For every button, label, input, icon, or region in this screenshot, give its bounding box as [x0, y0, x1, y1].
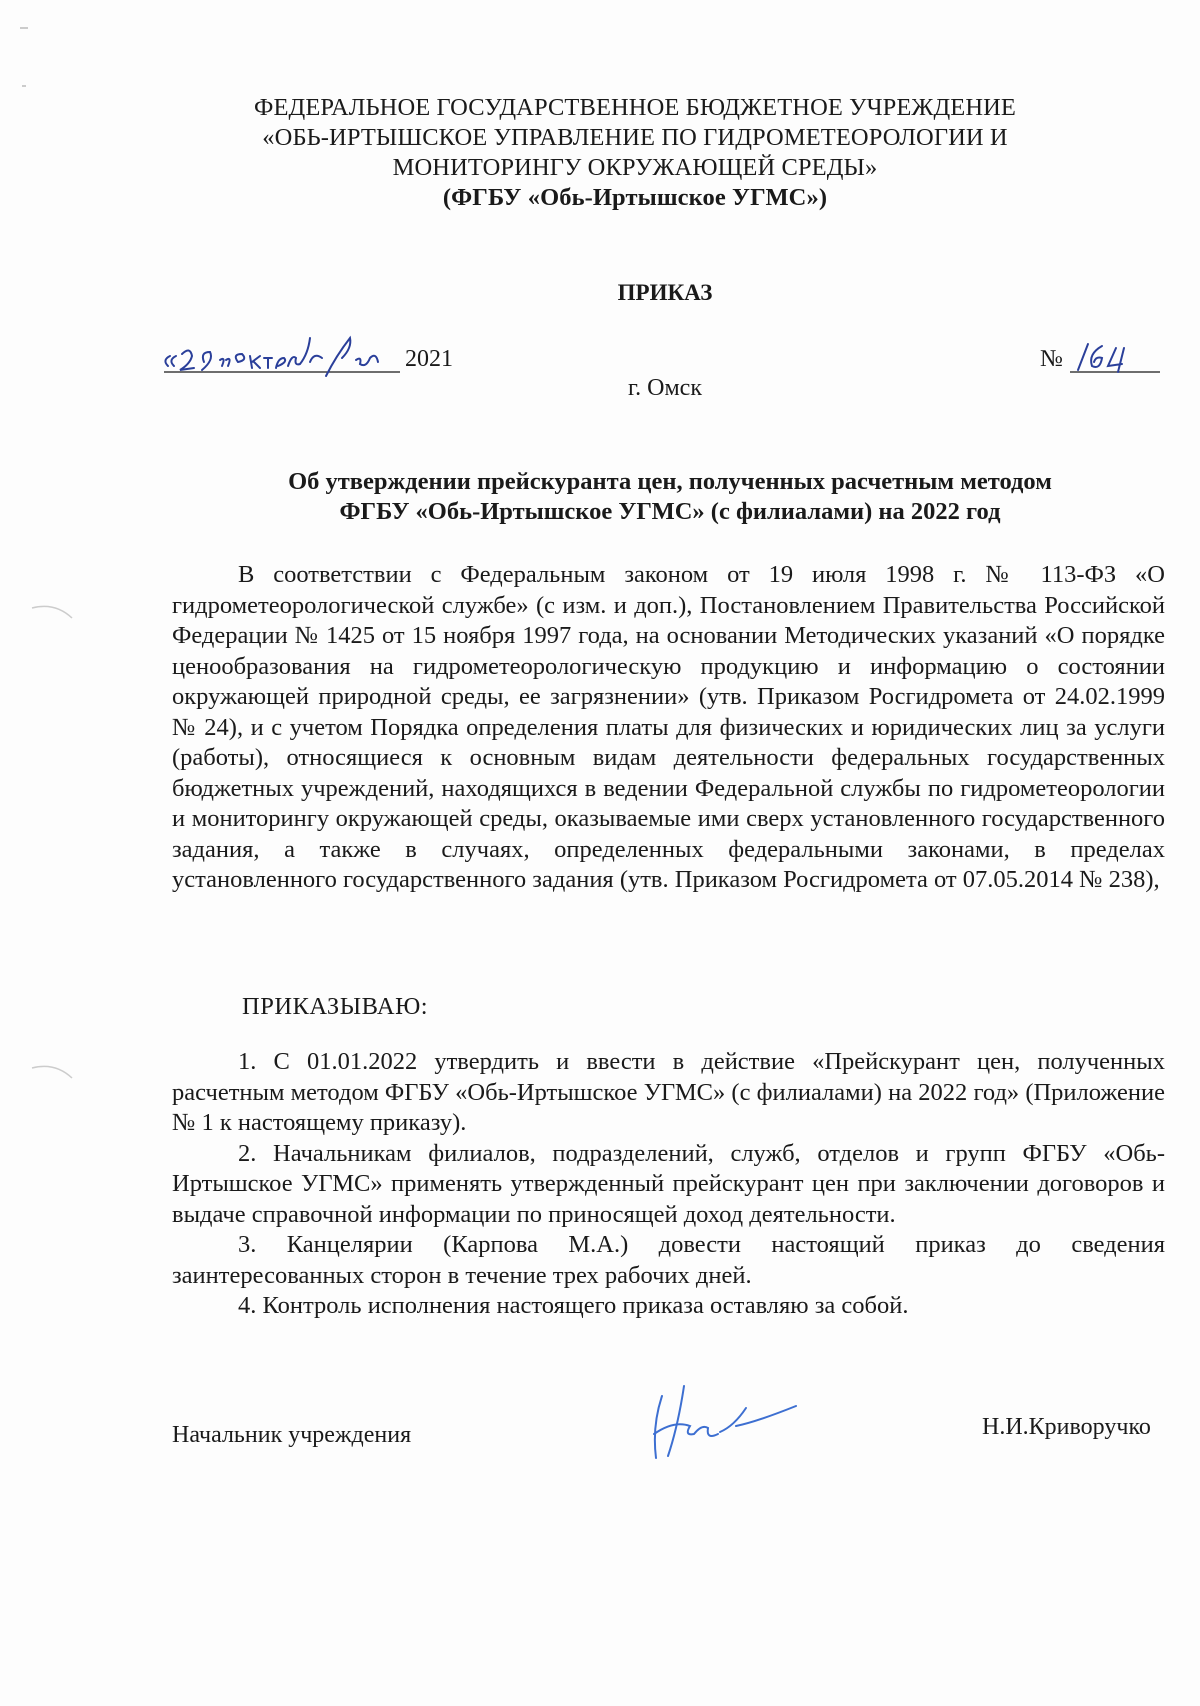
date-year: 2021 [405, 346, 453, 372]
order-subject [200, 467, 1140, 527]
signatory-position: Начальник учреждения [172, 1422, 412, 1448]
punch-hole-mark [30, 600, 75, 630]
preamble-paragraph: В соответствии с Федеральным законом от 19 июля 1998 г. № 113-ФЗ «О гидрометеорологической службе» (с изм. и доп.), Постановлением Правительства Российской Федерации № 1425 от 15 ноября 1997 года, на основании Методических указаний «О порядке ценообразования на гидрометеорологическую продукцию и информацию о состоянии окружающей природной среды, ее загрязнении» (утв. Приказом Росгидромета от 24.02.1999 № 24), и с учетом Порядка определения платы для физических и юридических лиц за услуги (работы), относящиеся к основным видам деятельности федеральных государственных бюджетных учреждений, находящихся в ведении Федеральной службы по гидрометеорологии и мониторингу окружающей среды, оказываемые ими сверх установленного государственного задания, а также в случаях, определенных федеральными законами, в пределах установленного государственного задания (утв. Приказом Росгидромета от 07.05.2014 № 238), [172, 561, 1165, 893]
order-item: 1. С 01.01.2022 утвердить и ввести в действие «Прейскурант цен, полученных расчетным методом ФГБУ «Обь-Иртышское УГМС» (с филиалами) на 2022 год» (Приложение № 1 к настоящему приказу). [172, 1048, 1165, 1136]
number-sign: № [1040, 346, 1063, 372]
header-line: ФЕДЕРАЛЬНОЕ ГОСУДАРСТВЕННОЕ БЮДЖЕТНОЕ УЧРЕЖДЕНИЕ [253, 94, 1016, 121]
order-item: 3. Канцелярии (Карпова М.А.) довести настоящий приказ до сведения заинтересованных сторон в течение трех рабочих дней. [172, 1231, 1165, 1289]
signatory-name: Н.И.Криворучко [982, 1414, 1151, 1440]
scan-mark [18, 20, 38, 100]
city: г. Омск [628, 375, 702, 401]
header-line: МОНИТОРИНГУ ОКРУЖАЮЩЕЙ СРЕДЫ» [392, 154, 878, 181]
order-word: ПРИКАЗЫВАЮ: [242, 993, 429, 1020]
organization-header [170, 93, 1100, 213]
order-item: 4. Контроль исполнения настоящего приказа оставляю за собой. [238, 1292, 909, 1319]
organization-abbreviation: (ФГБУ «Обь-Иртышское УГМС») [442, 184, 828, 211]
header-line: «ОБЬ-ИРТЫШСКОЕ УПРАВЛЕНИЕ ПО ГИДРОМЕТЕОРОЛОГИИ И [262, 124, 1008, 151]
order-items [172, 1047, 1165, 1322]
preamble-section [172, 560, 1165, 896]
document-type: ПРИКАЗ [617, 280, 713, 305]
signature [640, 1378, 810, 1468]
order-item: 2. Начальникам филиалов, подразделений, служб, отделов и групп ФГБУ «Обь-Иртышское УГМС» применять утвержденный прейскурант цен при заключении договоров и выдаче справочной информации по приносящей доход деятельности. [172, 1139, 1165, 1228]
punch-hole-mark [30, 1060, 75, 1090]
subject-line: ФГБУ «Обь-Иртышское УГМС» (с филиалами) на 2022 год [339, 498, 1001, 525]
subject-line: Об утверждении прейскуранта цен, полученных расчетным методом [288, 468, 1052, 495]
